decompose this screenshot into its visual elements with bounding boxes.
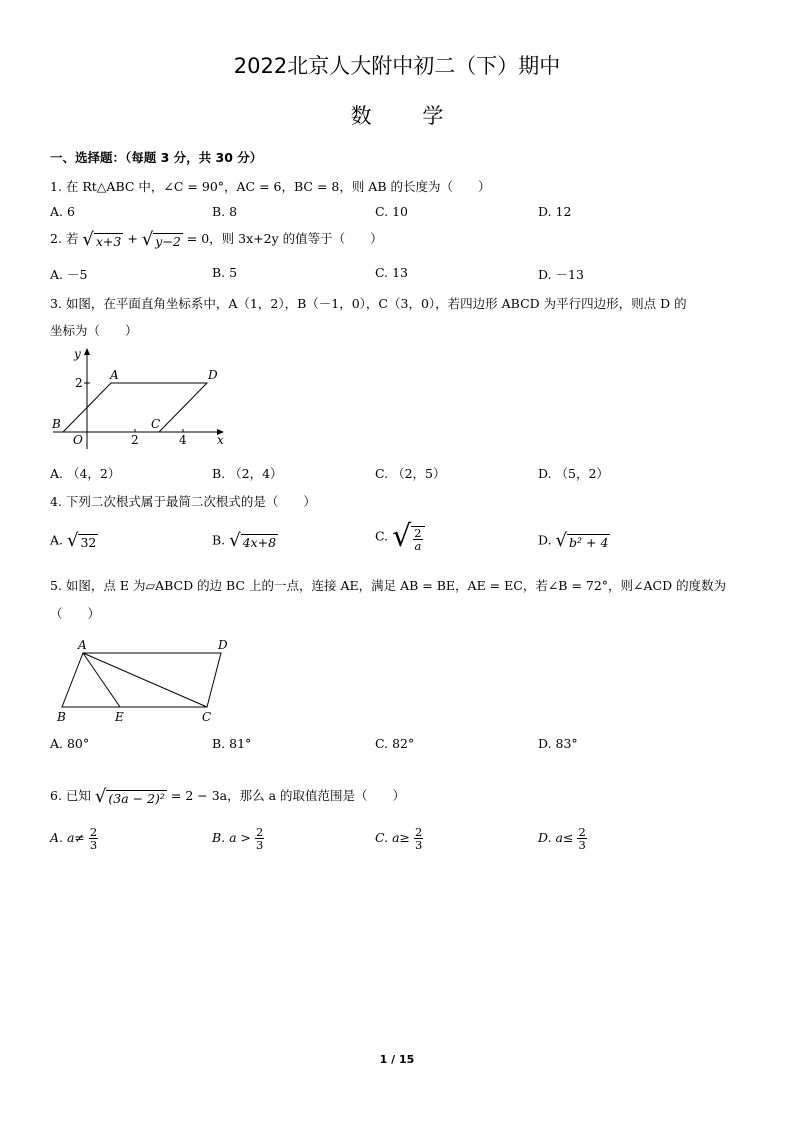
- q6-suffix: = 2 − 3a，那么 a 的取值范围是（ ）: [170, 788, 406, 803]
- q3-label-x4: 4: [179, 433, 187, 447]
- question-3-stem-line2: 坐标为（ ）: [50, 323, 138, 338]
- q3-label-c: C: [151, 417, 161, 431]
- q4-option-b[interactable]: B. √ 4x+8: [212, 530, 277, 551]
- q2-option-b[interactable]: B. 5: [212, 265, 238, 280]
- q5-label-d: D: [218, 638, 228, 652]
- q2-equation-tail: = 0，则 3x+2y 的值等于（ ）: [186, 231, 383, 246]
- question-5-stem-line1: 5. 如图，点 E 为▱ABCD 的边 BC 上的一点，连接 AE，满足 AB = BE，AE = EC，若∠B = 72°，则∠ACD 的度数为: [50, 578, 727, 593]
- q5-option-d[interactable]: D. 83°: [538, 736, 578, 751]
- q2-option-a[interactable]: A. －5: [50, 267, 88, 282]
- q4-option-c[interactable]: C. √ $\frac{2}{a}$: [375, 522, 425, 552]
- q2-option-c[interactable]: C. 13: [375, 265, 408, 280]
- q1-option-a[interactable]: A. 6: [50, 204, 75, 219]
- q5-option-c[interactable]: C. 82°: [375, 736, 415, 751]
- q2-option-d[interactable]: D. －13: [538, 267, 584, 282]
- q1-option-b[interactable]: B. 8: [212, 204, 238, 219]
- page-subject: 数 学: [350, 104, 466, 128]
- q3-y-axis-arrow: [84, 348, 90, 355]
- q3-label-a: A: [110, 368, 119, 382]
- q5-parallelogram-figure: [52, 635, 237, 725]
- q3-label-d: D: [208, 368, 218, 382]
- question-2-stem: [50, 229, 383, 249]
- q3-coordinate-figure: [48, 344, 233, 454]
- q6-option-a[interactable]: A. a≠ $\frac{2}{3}$: [50, 825, 98, 853]
- q3-option-c[interactable]: C. （2，5）: [375, 466, 446, 481]
- question-4-stem: 4. 下列二次根式属于最简二次根式的是（ ）: [50, 494, 316, 509]
- q3-label-x: x: [217, 433, 224, 447]
- q5-label-c: C: [202, 710, 212, 724]
- q2-radical-2: √ y−2: [141, 228, 181, 250]
- question-5-stem-line2: （ ）: [50, 606, 101, 621]
- q5-label-b: B: [57, 710, 66, 724]
- q5-label-e: E: [115, 710, 124, 724]
- question-6-stem: [50, 786, 405, 806]
- q4-option-d[interactable]: D. √ b² + 4: [538, 530, 609, 551]
- question-1-stem: 1. 在 Rt△ABC 中，∠C = 90°，AC = 6，BC = 8，则 AB 的长度为（ ）: [50, 179, 491, 194]
- q2-radical-1: √ x+3: [82, 228, 122, 250]
- q1-option-d[interactable]: D. 12: [538, 204, 572, 219]
- q3-label-2y: 2: [75, 376, 83, 390]
- page-number: 1 / 15: [379, 1053, 415, 1066]
- q6-option-c[interactable]: C. a≥ $\frac{2}{3}$: [375, 825, 423, 853]
- q3-label-o: O: [73, 433, 83, 447]
- q6-radical: √ (3a − 2)²: [94, 785, 165, 807]
- q3-option-a[interactable]: A. （4，2）: [50, 466, 121, 481]
- page-title: 2022北京人大附中初二（下）期中: [233, 54, 561, 78]
- q3-parallelogram-abcd: [63, 383, 207, 432]
- q5-option-a[interactable]: A. 80°: [50, 736, 90, 751]
- q6-option-b[interactable]: B. a > $\frac{2}{3}$: [212, 825, 264, 853]
- q3-option-d[interactable]: D. （5，2）: [538, 466, 609, 481]
- q3-label-y: y: [74, 347, 81, 361]
- q5-label-a: A: [78, 638, 87, 652]
- q6-option-d[interactable]: D. a≤ $\frac{2}{3}$: [538, 825, 586, 853]
- q2-prefix: 2. 若: [50, 231, 79, 246]
- q6-prefix: 6. 已知: [50, 788, 91, 803]
- question-3-stem-line1: 3. 如图，在平面直角坐标系中，A（1，2），B（－1，0），C（3，0），若四边形 ABCD 为平行四边形，则点 D 的: [50, 296, 687, 311]
- q5-option-b[interactable]: B. 81°: [212, 736, 252, 751]
- q1-option-c[interactable]: C. 10: [375, 204, 408, 219]
- q4-option-a[interactable]: A. √ 32: [50, 530, 97, 551]
- q2-plus: +: [127, 231, 138, 246]
- q5-parallelogram-abcd: [62, 653, 221, 707]
- q3-label-x2: 2: [131, 433, 139, 447]
- q3-label-b: B: [52, 417, 61, 431]
- section-heading: 一、选择题：（每题 3 分，共 30 分）: [50, 150, 263, 165]
- q3-option-b[interactable]: B. （2，4）: [212, 466, 283, 481]
